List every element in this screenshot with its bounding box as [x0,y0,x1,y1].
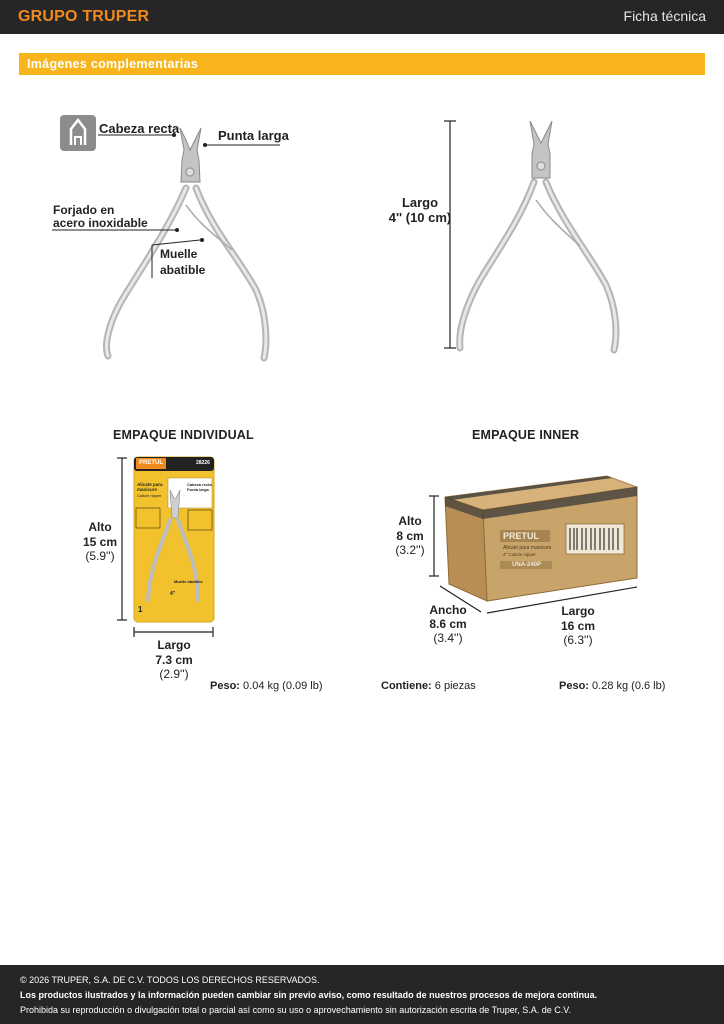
card-feature-2: Punta larga [187,487,209,492]
inner-length-label: Largo [561,604,595,618]
card-name-1: Alicate para [137,482,163,487]
card-brand: PRETUL [139,460,163,466]
box-sku: UNA-240P [512,562,542,568]
callout-forged-line1: Forjado en [53,203,115,217]
inner-weight [559,680,665,693]
inner-width-cm: 8.6 cm [429,617,467,631]
individual-length-in-text: (2.9'') [159,667,189,681]
brand-logo: GRUPO TRUPER [18,8,150,25]
card-spring: Muelle abatible [174,579,203,584]
individual-package-title: EMPAQUE INDIVIDUAL [113,428,254,442]
individual-height-cm: 15 cm [82,535,118,549]
product-length-label: Largo [401,195,439,210]
footer-notice: Los productos ilustrados y la información pueden cambiar sin previo aviso, como resultado de nuestros procesos de mejora continua. [20,990,598,1000]
product-length-value-text: 4'' (10 cm) [388,210,452,225]
card-name-2: manicure [137,487,158,492]
individual-height-in-text: (5.9'') [85,549,115,563]
callout-spring-line2: abatible [160,263,206,277]
inner-length-in [552,634,604,647]
card-count: 1 [138,605,143,614]
doc-type-label: Ficha técnica [623,8,706,24]
inner-height-in [386,544,434,557]
card-size: 4" [170,591,176,597]
individual-weight-value: 0.04 kg (0.09 lb) [243,680,323,692]
individual-height-label: Alto [88,520,112,534]
inner-package-title: EMPAQUE INNER [472,428,580,442]
inner-height-label: Alto [398,514,422,528]
inner-weight-label: Peso: [559,680,589,692]
footer-prohibition: Prohibida su reproducción o divulgación total o parcial así como su uso o aprovechamiento sin autorización escrita de Truper, S.A. de C.V. [20,1005,571,1015]
inner-width-in-text: (3.4'') [433,631,463,645]
card-feature-1: Cabeza recta [187,482,212,487]
section-title: Imágenes complementarias [27,57,199,71]
inner-length-cm: 16 cm [560,619,596,633]
callout-spring-line1: Muelle [160,247,198,261]
inner-weight-value: 0.28 kg (0.6 lb) [592,680,666,692]
inner-length-in-text: (6.3'') [563,633,593,647]
inner-width-in [420,632,476,645]
callout-straight-head: Cabeza recta [99,121,180,136]
box-brand: PRETUL [503,531,539,541]
footer [0,965,724,1024]
inner-contains-label: Contiene: [381,680,432,692]
card-code: 28226 [196,460,210,466]
callout-long-tip: Punta larga [218,128,289,143]
inner-width-label: Ancho [429,603,467,617]
inner-contains [381,680,476,693]
individual-length-cm: 7.3 cm [155,653,193,667]
inner-height-in-text: (3.2'') [395,543,425,557]
box-name: Alicate para manicure [503,545,552,551]
callout-forged-line2: acero inoxidable [53,216,148,230]
box-name-en: 4" Cuticle nipper [503,552,536,557]
card-name-en: Cuticle nipper [137,493,162,498]
footer-copyright: © 2026 TRUPER, S.A. DE C.V. TODOS LOS DERECHOS RESERVADOS. [20,975,320,985]
inner-contains-value: 6 piezas [434,680,476,692]
inner-height-cm: 8 cm [396,529,424,543]
individual-length-label: Largo [157,638,191,652]
individual-weight-label: Peso: [210,680,240,692]
